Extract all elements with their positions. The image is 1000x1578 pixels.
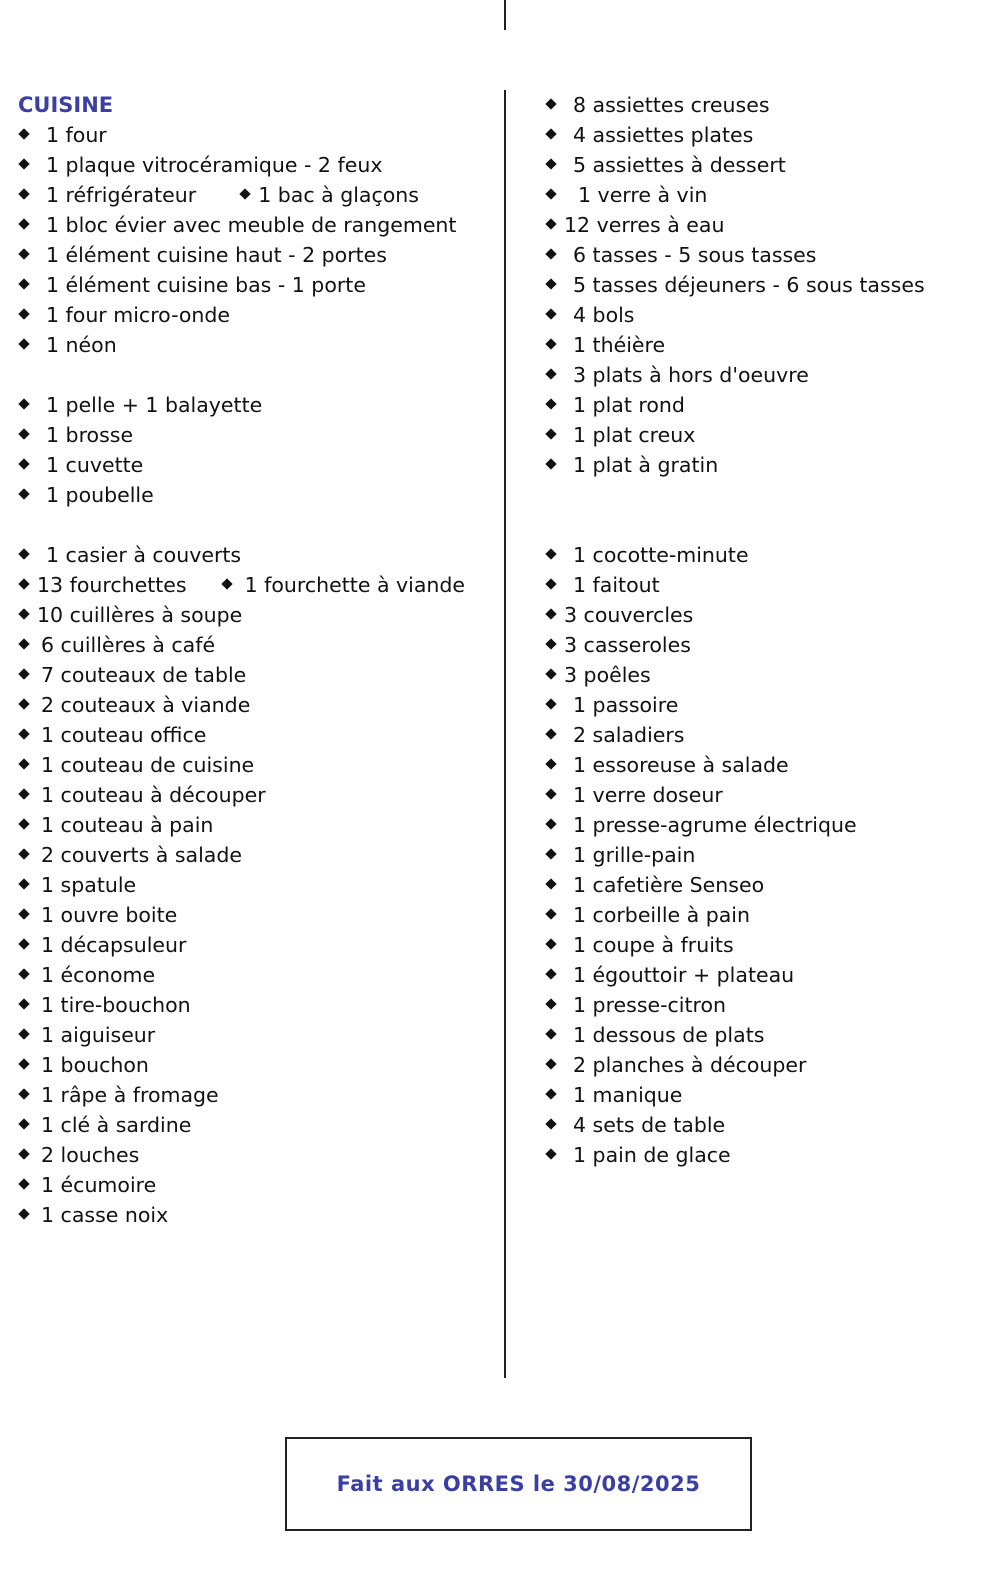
bullet-icon bbox=[545, 728, 556, 739]
bullet-icon bbox=[545, 278, 556, 289]
list-item: 1 verre à vin bbox=[545, 180, 985, 210]
list-item: 1 élément cuisine haut - 2 portes bbox=[18, 240, 498, 270]
list-item: 1 égouttoir + plateau bbox=[545, 960, 985, 990]
bullet-icon bbox=[545, 128, 556, 139]
bullet-icon bbox=[18, 158, 29, 169]
top-rule bbox=[504, 0, 506, 30]
list-item: 1 ouvre boite bbox=[18, 900, 498, 930]
list-item-extra: 1 fourchette à viande bbox=[244, 573, 466, 597]
bullet-icon bbox=[18, 638, 29, 649]
list-item: 1 plat creux bbox=[545, 420, 985, 450]
list-item: 1 four bbox=[18, 120, 498, 150]
list-item: 1 passoire bbox=[545, 690, 985, 720]
list-item: 2 planches à découper bbox=[545, 1050, 985, 1080]
list-item: 1 cafetière Senseo bbox=[545, 870, 985, 900]
bullet-icon bbox=[221, 578, 232, 589]
bullet-icon bbox=[545, 308, 556, 319]
list-item: 1 décapsuleur bbox=[18, 930, 498, 960]
bullet-icon bbox=[545, 1088, 556, 1099]
list-item: 1 plat rond bbox=[545, 390, 985, 420]
list-item: 1 couteau à pain bbox=[18, 810, 498, 840]
list-item: 1 cuvette bbox=[18, 450, 498, 480]
footer-box bbox=[285, 1437, 752, 1531]
bullet-icon bbox=[545, 368, 556, 379]
bullet-icon bbox=[18, 728, 29, 739]
bullet-icon bbox=[18, 1088, 29, 1099]
list-group-appliances bbox=[18, 120, 498, 360]
bullet-icon bbox=[18, 248, 29, 259]
list-item: 1 couteau à découper bbox=[18, 780, 498, 810]
bullet-icon bbox=[18, 1178, 29, 1189]
right-column bbox=[545, 90, 985, 1170]
bullet-icon bbox=[18, 128, 29, 139]
bullet-icon bbox=[18, 548, 29, 559]
list-item: 2 couverts à salade bbox=[18, 840, 498, 870]
bullet-icon bbox=[18, 578, 29, 589]
list-item: 1 corbeille à pain bbox=[545, 900, 985, 930]
list-item: 1 plaque vitrocéramique - 2 feux bbox=[18, 150, 498, 180]
bullet-icon bbox=[545, 938, 556, 949]
spacer bbox=[18, 360, 498, 390]
bullet-icon bbox=[18, 998, 29, 1009]
bullet-icon bbox=[545, 668, 556, 679]
list-item: 1 clé à sardine bbox=[18, 1110, 498, 1140]
bullet-icon bbox=[18, 428, 29, 439]
bullet-icon bbox=[18, 338, 29, 349]
bullet-icon bbox=[18, 458, 29, 469]
list-item: 1 cocotte-minute bbox=[545, 540, 985, 570]
list-item: 3 couvercles bbox=[545, 600, 985, 630]
bullet-icon bbox=[18, 398, 29, 409]
spacer bbox=[18, 510, 498, 540]
list-item: 1 spatule bbox=[18, 870, 498, 900]
bullet-icon bbox=[18, 278, 29, 289]
list-item: 1 néon bbox=[18, 330, 498, 360]
list-item: 13 fourchettes 1 fourchette à viande bbox=[18, 570, 498, 600]
list-item: 1 brosse bbox=[18, 420, 498, 450]
bullet-icon bbox=[18, 1058, 29, 1069]
bullet-icon bbox=[18, 1028, 29, 1039]
list-item: 2 louches bbox=[18, 1140, 498, 1170]
spacer bbox=[545, 510, 985, 540]
bullet-icon bbox=[18, 1148, 29, 1159]
bullet-icon bbox=[18, 758, 29, 769]
bullet-icon bbox=[545, 338, 556, 349]
bullet-icon bbox=[545, 548, 556, 559]
bullet-icon bbox=[545, 218, 556, 229]
list-item: 1 manique bbox=[545, 1080, 985, 1110]
list-item: 1 grille-pain bbox=[545, 840, 985, 870]
bullet-icon bbox=[545, 848, 556, 859]
footer-signature: Fait aux ORRES le 30/08/2025 bbox=[336, 1472, 701, 1496]
bullet-icon bbox=[545, 98, 556, 109]
bullet-icon bbox=[545, 878, 556, 889]
list-item: 5 tasses déjeuners - 6 sous tasses bbox=[545, 270, 985, 300]
list-item: 4 bols bbox=[545, 300, 985, 330]
bullet-icon bbox=[545, 698, 556, 709]
bullet-icon bbox=[18, 668, 29, 679]
bullet-icon bbox=[545, 998, 556, 1009]
bullet-icon bbox=[18, 908, 29, 919]
list-group-cookware bbox=[545, 540, 985, 1170]
list-group-tableware bbox=[545, 90, 985, 480]
list-item: 1 four micro-onde bbox=[18, 300, 498, 330]
bullet-icon bbox=[18, 878, 29, 889]
list-group-cutlery bbox=[18, 540, 498, 1230]
bullet-icon bbox=[545, 428, 556, 439]
bullet-icon bbox=[18, 488, 29, 499]
list-group-cleaning bbox=[18, 390, 498, 510]
list-item: 1 presse-agrume électrique bbox=[545, 810, 985, 840]
list-item: 1 pelle + 1 balayette bbox=[18, 390, 498, 420]
bullet-icon bbox=[545, 818, 556, 829]
list-item: 3 poêles bbox=[545, 660, 985, 690]
list-item: 1 casier à couverts bbox=[18, 540, 498, 570]
bullet-icon bbox=[545, 968, 556, 979]
bullet-icon bbox=[545, 1028, 556, 1039]
bullet-icon bbox=[545, 1118, 556, 1129]
list-item: 1 réfrigérateur 1 bac à glaçons bbox=[18, 180, 498, 210]
list-item: 1 faitout bbox=[545, 570, 985, 600]
list-item: 6 tasses - 5 sous tasses bbox=[545, 240, 985, 270]
list-item: 1 élément cuisine bas - 1 porte bbox=[18, 270, 498, 300]
list-item: 1 casse noix bbox=[18, 1200, 498, 1230]
bullet-icon bbox=[18, 1208, 29, 1219]
list-item: 1 tire-bouchon bbox=[18, 990, 498, 1020]
bullet-icon bbox=[18, 968, 29, 979]
column-divider bbox=[504, 90, 506, 1378]
left-column bbox=[18, 90, 498, 1230]
list-item: 4 sets de table bbox=[545, 1110, 985, 1140]
list-item: 7 couteaux de table bbox=[18, 660, 498, 690]
list-item: 1 presse-citron bbox=[545, 990, 985, 1020]
list-item-extra: 1 bac à glaçons bbox=[258, 183, 419, 207]
list-item: 1 dessous de plats bbox=[545, 1020, 985, 1050]
list-item: 1 écumoire bbox=[18, 1170, 498, 1200]
bullet-icon bbox=[545, 398, 556, 409]
list-item: 4 assiettes plates bbox=[545, 120, 985, 150]
bullet-icon bbox=[18, 188, 29, 199]
bullet-icon bbox=[18, 818, 29, 829]
list-item: 12 verres à eau bbox=[545, 210, 985, 240]
bullet-icon bbox=[545, 158, 556, 169]
list-item: 5 assiettes à dessert bbox=[545, 150, 985, 180]
list-item: 1 poubelle bbox=[18, 480, 498, 510]
bullet-icon bbox=[18, 698, 29, 709]
list-item: 1 bouchon bbox=[18, 1050, 498, 1080]
bullet-icon bbox=[545, 758, 556, 769]
list-item: 1 théière bbox=[545, 330, 985, 360]
bullet-icon bbox=[545, 188, 556, 199]
list-item: 10 cuillères à soupe bbox=[18, 600, 498, 630]
list-item: 3 plats à hors d'oeuvre bbox=[545, 360, 985, 390]
bullet-icon bbox=[545, 578, 556, 589]
bullet-icon bbox=[545, 638, 556, 649]
bullet-icon bbox=[18, 1118, 29, 1129]
list-item: 1 plat à gratin bbox=[545, 450, 985, 480]
bullet-icon bbox=[18, 218, 29, 229]
list-item: 1 économe bbox=[18, 960, 498, 990]
list-item: 1 couteau office bbox=[18, 720, 498, 750]
bullet-icon bbox=[545, 608, 556, 619]
list-item: 1 pain de glace bbox=[545, 1140, 985, 1170]
list-item: 8 assiettes creuses bbox=[545, 90, 985, 120]
bullet-icon bbox=[18, 848, 29, 859]
list-item: 1 essoreuse à salade bbox=[545, 750, 985, 780]
bullet-icon bbox=[545, 458, 556, 469]
bullet-icon bbox=[18, 308, 29, 319]
bullet-icon bbox=[545, 908, 556, 919]
spacer bbox=[545, 480, 985, 510]
list-item: 2 saladiers bbox=[545, 720, 985, 750]
list-item: 1 verre doseur bbox=[545, 780, 985, 810]
list-item: 6 cuillères à café bbox=[18, 630, 498, 660]
bullet-icon bbox=[545, 1058, 556, 1069]
list-item: 3 casseroles bbox=[545, 630, 985, 660]
list-item: 1 bloc évier avec meuble de rangement bbox=[18, 210, 498, 240]
bullet-icon bbox=[18, 788, 29, 799]
bullet-icon bbox=[545, 248, 556, 259]
list-item: 2 couteaux à viande bbox=[18, 690, 498, 720]
list-item: 1 couteau de cuisine bbox=[18, 750, 498, 780]
list-item: 1 aiguiseur bbox=[18, 1020, 498, 1050]
section-heading-cuisine: CUISINE bbox=[18, 93, 114, 117]
list-item: 1 râpe à fromage bbox=[18, 1080, 498, 1110]
bullet-icon bbox=[545, 788, 556, 799]
bullet-icon bbox=[240, 188, 251, 199]
bullet-icon bbox=[545, 1148, 556, 1159]
bullet-icon bbox=[18, 608, 29, 619]
list-item: 1 coupe à fruits bbox=[545, 930, 985, 960]
bullet-icon bbox=[18, 938, 29, 949]
